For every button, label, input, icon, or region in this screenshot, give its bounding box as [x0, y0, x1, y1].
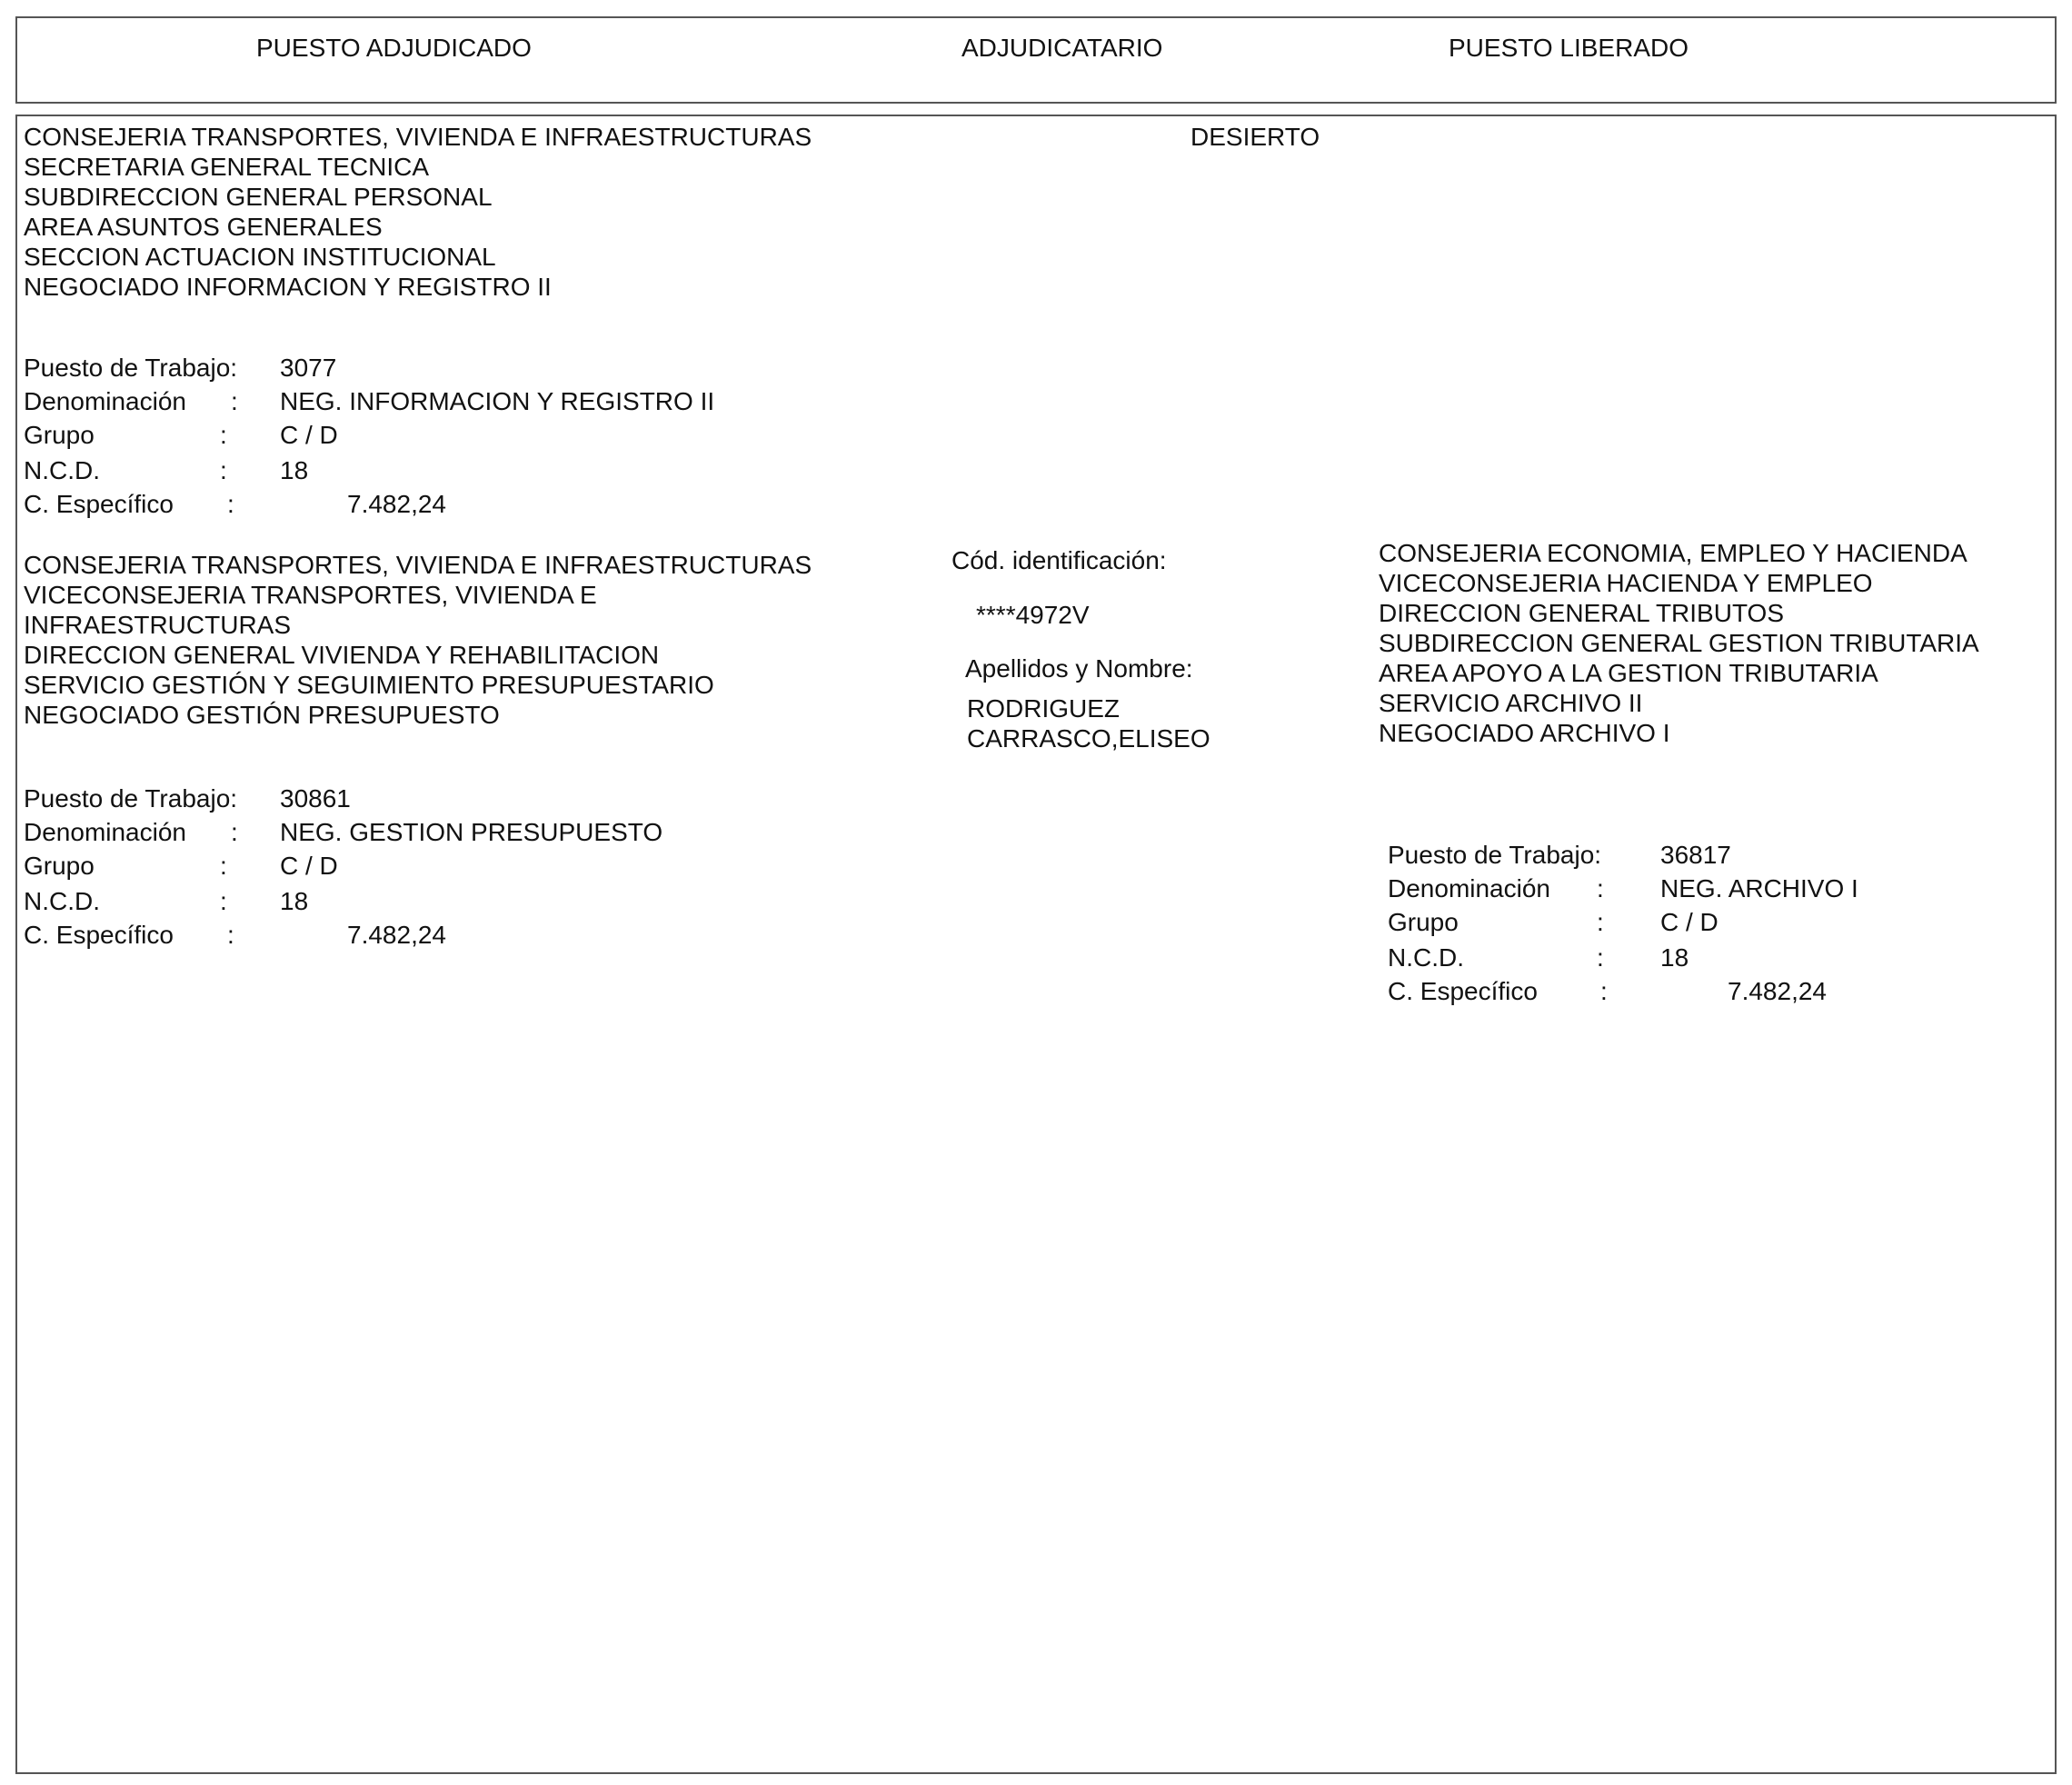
org-line: NEGOCIADO INFORMACION Y REGISTRO II	[24, 273, 552, 301]
org-line: SUBDIRECCION GENERAL GESTION TRIBUTARIA	[1379, 629, 1979, 657]
colon: :	[220, 887, 227, 915]
colon: :	[220, 456, 227, 484]
denominacion-value: NEG. GESTION PRESUPUESTO	[280, 818, 663, 846]
ncd-value: 18	[280, 887, 309, 915]
colon: :	[1600, 977, 1608, 1005]
colon: :	[231, 818, 238, 846]
puesto-value: 3077	[280, 354, 337, 382]
org-line: VICECONSEJERIA HACIENDA Y EMPLEO	[1379, 569, 1873, 597]
especifico-label: C. Específico	[24, 490, 174, 518]
org-line: SECRETARIA GENERAL TECNICA	[24, 153, 430, 181]
colon: :	[1597, 908, 1604, 936]
org-line: SUBDIRECCION GENERAL PERSONAL	[24, 183, 493, 211]
org-line: SECCION ACTUACION INSTITUCIONAL	[24, 243, 496, 271]
colon: :	[227, 490, 234, 518]
grupo-label: Grupo	[24, 852, 95, 880]
org-line: NEGOCIADO GESTIÓN PRESUPUESTO	[24, 701, 500, 729]
org-line: NEGOCIADO ARCHIVO I	[1379, 719, 1670, 747]
colon: :	[1597, 943, 1604, 972]
org-line: VICECONSEJERIA TRANSPORTES, VIVIENDA E	[24, 581, 597, 609]
nombre-line: CARRASCO,ELISEO	[967, 724, 1210, 753]
puesto-value: 30861	[280, 784, 351, 813]
entry1-org-unit	[24, 122, 812, 302]
puesto-label: Puesto de Trabajo:	[24, 784, 238, 813]
colon: :	[1597, 874, 1604, 902]
especifico-label: C. Específico	[1388, 977, 1538, 1005]
cod-identificacion-value: ****4972V	[976, 601, 1090, 629]
header-adjudicatario: ADJUDICATARIO	[961, 34, 1163, 62]
org-line: CONSEJERIA TRANSPORTES, VIVIENDA E INFRAESTRUCTURAS	[24, 551, 812, 579]
puesto-value: 36817	[1660, 841, 1731, 869]
especifico-label: C. Específico	[24, 921, 174, 949]
grupo-value: C / D	[280, 421, 338, 449]
liberado-org-unit	[1379, 538, 1979, 748]
colon: :	[231, 387, 238, 415]
entry2-org-unit	[24, 550, 812, 730]
grupo-value: C / D	[1660, 908, 1718, 936]
apellidos-nombre-label: Apellidos y Nombre:	[965, 654, 1193, 683]
grupo-value: C / D	[280, 852, 338, 880]
grupo-label: Grupo	[1388, 908, 1459, 936]
denominacion-value: NEG. INFORMACION Y REGISTRO II	[280, 387, 715, 415]
colon: :	[220, 421, 227, 449]
especifico-value: 7.482,24	[1728, 977, 1827, 1005]
org-line: AREA APOYO A LA GESTION TRIBUTARIA	[1379, 659, 1878, 687]
ncd-label: N.C.D.	[1388, 943, 1464, 972]
grupo-label: Grupo	[24, 421, 95, 449]
cod-identificacion-label: Cód. identificación:	[951, 546, 1167, 574]
org-line: SERVICIO GESTIÓN Y SEGUIMIENTO PRESUPUESTARIO	[24, 671, 714, 699]
org-line: INFRAESTRUCTURAS	[24, 611, 292, 639]
entry1-status: DESIERTO	[1190, 123, 1320, 151]
org-line: DIRECCION GENERAL VIVIENDA Y REHABILITACION	[24, 641, 660, 669]
ncd-label: N.C.D.	[24, 456, 100, 484]
colon: :	[227, 921, 234, 949]
ncd-label: N.C.D.	[24, 887, 100, 915]
especifico-value: 7.482,24	[347, 490, 446, 518]
apellidos-nombre-value	[967, 693, 1210, 753]
org-line: SERVICIO ARCHIVO II	[1379, 689, 1643, 717]
org-line: AREA ASUNTOS GENERALES	[24, 213, 383, 241]
nombre-line: RODRIGUEZ	[967, 694, 1120, 723]
header-puesto-liberado: PUESTO LIBERADO	[1449, 34, 1689, 62]
puesto-label: Puesto de Trabajo:	[1388, 841, 1602, 869]
denominacion-label: Denominación	[24, 387, 186, 415]
denominacion-value: NEG. ARCHIVO I	[1660, 874, 1858, 902]
especifico-value: 7.482,24	[347, 921, 446, 949]
ncd-value: 18	[1660, 943, 1689, 972]
denominacion-label: Denominación	[1388, 874, 1550, 902]
header-puesto-adjudicado: PUESTO ADJUDICADO	[256, 34, 532, 62]
denominacion-label: Denominación	[24, 818, 186, 846]
org-line: DIRECCION GENERAL TRIBUTOS	[1379, 599, 1785, 627]
org-line: CONSEJERIA TRANSPORTES, VIVIENDA E INFRAESTRUCTURAS	[24, 123, 812, 151]
ncd-value: 18	[280, 456, 309, 484]
org-line: CONSEJERIA ECONOMIA, EMPLEO Y HACIENDA	[1379, 539, 1967, 567]
puesto-label: Puesto de Trabajo:	[24, 354, 238, 382]
colon: :	[220, 852, 227, 880]
